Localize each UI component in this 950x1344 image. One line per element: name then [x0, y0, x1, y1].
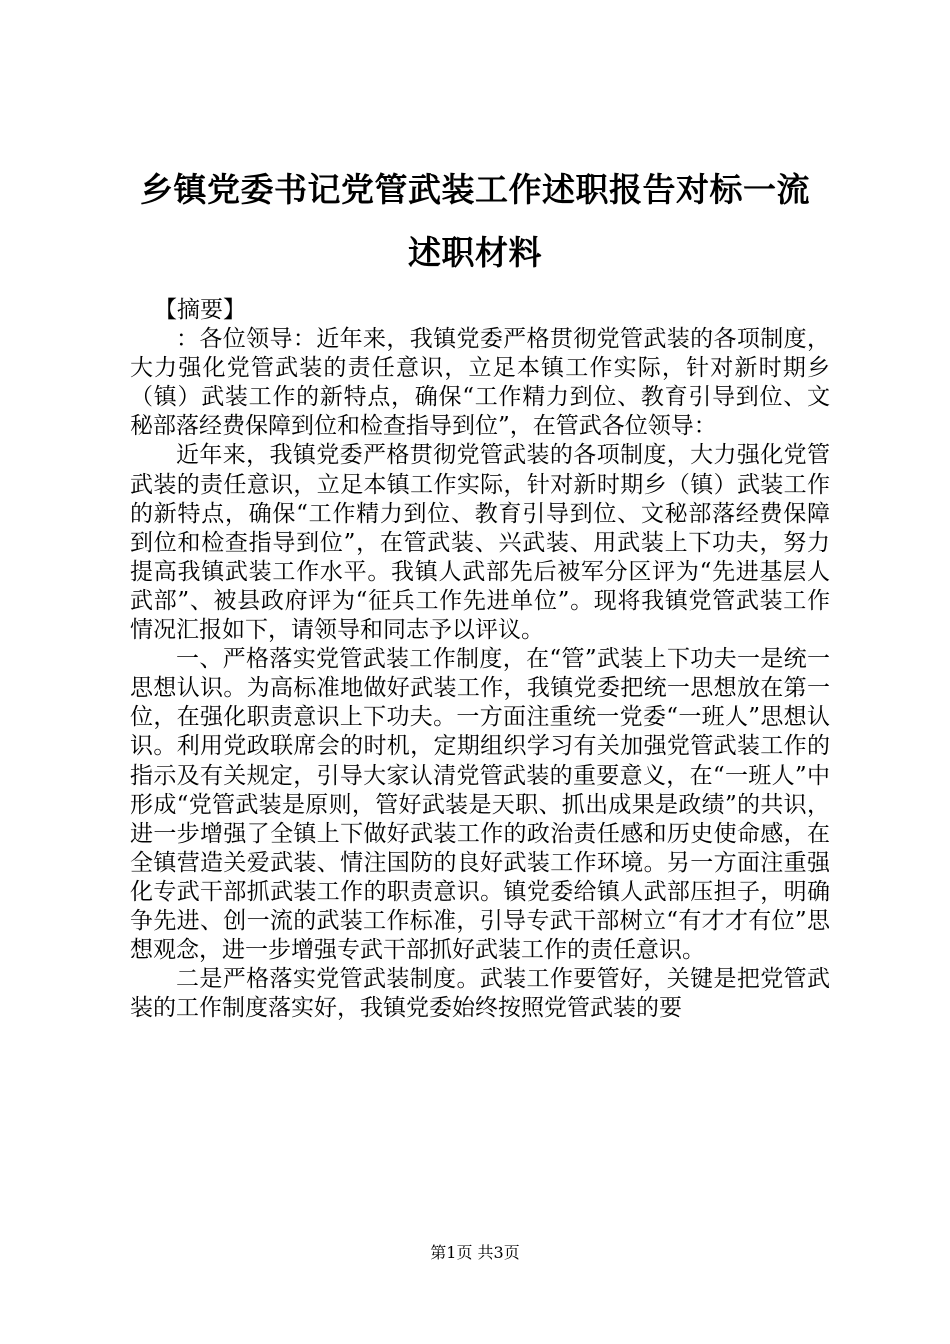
document-body — [130, 296, 830, 1023]
paragraph-section-two: 二是严格落实党管武装制度。武装工作要管好，关键是把党管武装的工作制度落实好，我镇党委始终按照党管武装的要 — [130, 966, 830, 1022]
paragraph-section-one: 一、严格落实党管武装工作制度，在“管”武装上下功夫一是统一思想认识。为高标准地做好武装工作，我镇党委把统一思想放在第一位，在强化职责意识上下功夫。一方面注重统一党委“一班人”思想认识。利用党政联席会的时机，定期组织学习有关加强党管武装工作的指示及有关规定，引导大家认清党管武装的重要意义，在“一班人”中形成“党管武装是原则，管好武装是天职、抓出成果是政绩”的共识，进一步增强了全镇上下做好武装工作的政治责任感和历史使命感，在全镇营造关爱武装、情注国防的良好武装工作环境。另一方面注重强化专武干部抓武装工作的职责意识。镇党委给镇人武部压担子，明确争先进、创一流的武装工作标准，引导专武干部树立“有才才有位”思想观念，进一步增强专武干部抓好武装工作的责任意识。 — [130, 646, 830, 964]
document-title — [118, 158, 832, 284]
paragraph-overview: 近年来，我镇党委严格贯彻党管武装的各项制度，大力强化党管武装的责任意识，立足本镇工作实际，针对新时期乡（镇）武装工作的新特点，确保“工作精力到位、教育引导到位、文秘部落经费保障到位和检查指导到位”，在管武装、兴武装、用武装上下功夫，努力提高我镇武装工作水平。我镇人武部先后被军分区评为“先进基层人武部”、被县政府评为“征兵工作先进单位”。现将我镇党管武装工作情况汇报如下，请领导和同志予以评议。 — [130, 442, 830, 644]
abstract-label: 【摘要】 — [154, 297, 246, 323]
title-line-1: 乡镇党委书记党管武装工作述职报告对标一流 — [140, 170, 810, 209]
title-line-2: 述职材料 — [408, 233, 542, 272]
page-footer: 第1页 共3页 — [430, 1243, 520, 1262]
paragraph-intro: ：各位领导：近年来，我镇党委严格贯彻党管武装的各项制度，大力强化党管武装的责任意识，立足本镇工作实际，针对新时期乡（镇）武装工作的新特点，确保“工作精力到位、教育引导到位、文秘部落经费保障到位和检查指导到位”，在管武各位领导： — [130, 326, 830, 440]
